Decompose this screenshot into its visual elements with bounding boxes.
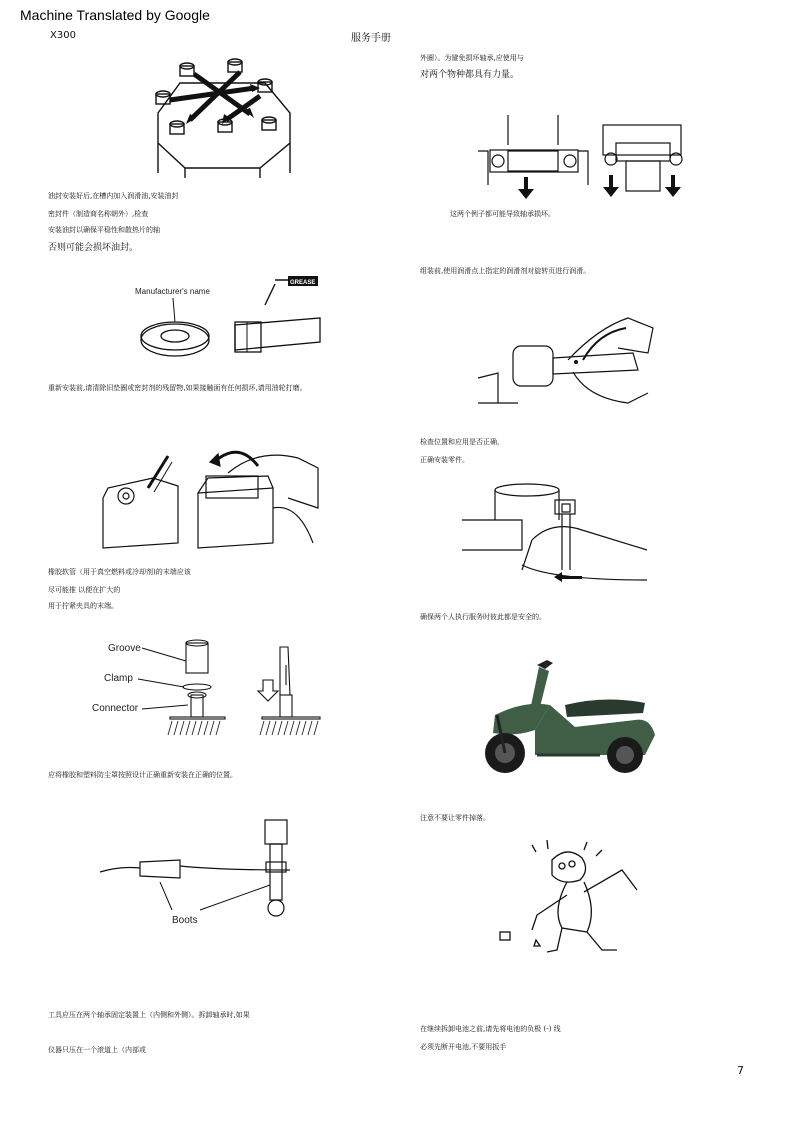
lubricate-shaft-figure — [478, 308, 658, 408]
oil-seal-text-line-3: 安装油封以确保平稳性和散热片的轴 — [48, 226, 160, 234]
surface-grinding-figure — [98, 448, 323, 558]
bearing-tool-text-line-1: 工具应压在两个轴承固定装置上（内侧和外侧）。拆卸轴承时,如果 — [48, 1011, 250, 1019]
lubricate-text: 组装前,使用润滑点上指定的润滑剂对旋转页进行润滑。 — [420, 267, 591, 275]
bolt-pattern-figure — [150, 58, 295, 178]
grease-label: GREASE — [290, 280, 316, 286]
install-part-figure — [462, 480, 652, 590]
bearing-outer-text-line-1: 外圈）。为避免损坏轴承,应使用与 — [420, 54, 524, 62]
rubber-hose-text-line-3: 用于拧紧夹具的末端。 — [48, 602, 118, 610]
groove-label: Groove — [108, 643, 141, 654]
manufacturer-name-label: Manufacturer's name — [135, 287, 210, 296]
rubber-hose-text-line-1: 橡胶软管（用于真空燃料或冷却剂)的末端应该 — [48, 568, 191, 576]
machine-translated-banner: Machine Translated by Google — [20, 7, 210, 23]
check-position-text-line-1: 检查位置和应用是否正确， — [420, 438, 504, 446]
bearing-tool-text-line-2: 仪器只压在一个滚道上（内部或 — [48, 1046, 146, 1054]
manual-title: 服务手册 — [351, 33, 391, 44]
boots-label: Boots — [172, 915, 198, 926]
clamp-label: Clamp — [104, 673, 133, 684]
battery-text-line-1: 在继续拆卸电池之前,请先将电池的负极 (-) 线 — [420, 1025, 561, 1033]
boots-figure — [100, 810, 300, 925]
connector-label: Connector — [92, 703, 139, 714]
dont-drop-text: 注意不要让零件掉落。 — [420, 814, 490, 822]
bearing-outer-text-line-2: 对两个物种都具有力量。 — [420, 70, 520, 80]
battery-text-line-2: 必须先断开电池,不要用扳手 — [420, 1043, 507, 1051]
oil-seal-text-line-1: 油封安装好后,在槽内加入润滑油,安装油封 — [48, 192, 179, 200]
safety-text: 确保两个人执行服务时彼此都是安全的。 — [420, 613, 546, 621]
bearing-press-figure — [478, 115, 688, 205]
scooter-image — [475, 655, 660, 780]
check-position-text-line-2: 正确安装零件。 — [420, 456, 469, 464]
dropping-parts-cartoon — [492, 840, 652, 960]
gasket-remove-text: 重新安装前,请清除旧垫圈或密封剂的残留物,如果接触面有任何损坏,请用油轮打磨。 — [48, 384, 307, 392]
oil-seal-text-line-4: 否则可能会损坏油封。 — [48, 243, 139, 253]
oil-seal-text-line-2: 密封件（制造商名称朝外）,检查 — [48, 210, 149, 218]
bearing-damage-caption: 这两个例子都可能导致轴承损坏。 — [450, 210, 555, 218]
hose-clamp-figure — [90, 635, 330, 745]
model-name: X300 — [50, 30, 76, 41]
oil-seal-grease-figure — [135, 270, 335, 370]
dust-boot-text: 应将橡胶和塑料防尘罩按照设计正确重新安装在正确的位置。 — [48, 771, 237, 779]
rubber-hose-text-line-2: 尽可能推 以便在扩大的 — [48, 586, 121, 594]
page-number: 7 — [737, 1064, 744, 1077]
